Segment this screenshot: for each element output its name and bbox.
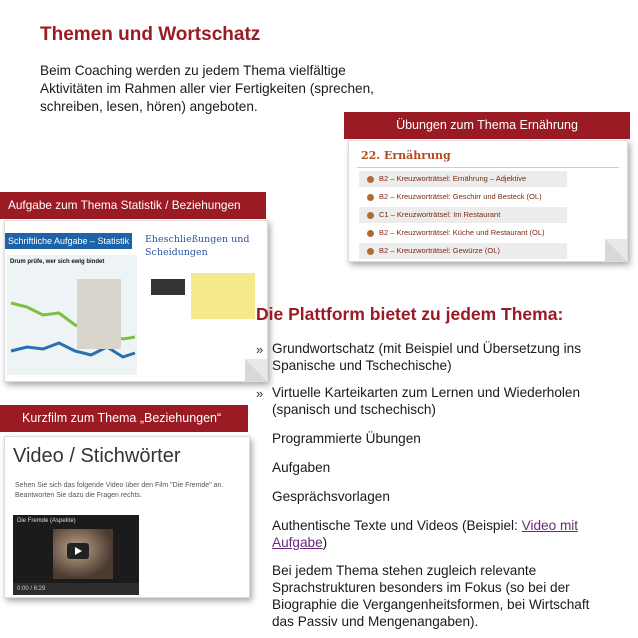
page-title: Themen und Wortschatz xyxy=(40,24,261,45)
list-item: Authentische Texte und Videos (Beispiel: Video mit Aufgabe) xyxy=(272,518,579,550)
ernaehrung-heading: 22. Ernährung xyxy=(361,149,451,162)
exercise-icon xyxy=(367,212,374,219)
video-description: Sehen Sie sich das folgende Video über den Film "Die Fremde" an. Beantworten Sie dazu die Fragen rechts. xyxy=(15,482,224,499)
banner-statistik: Aufgabe zum Thema Statistik / Beziehungen xyxy=(0,192,266,219)
statistik-heading: Eheschließungen und Scheidungen xyxy=(145,234,250,258)
bullet-icon: » xyxy=(256,342,264,357)
page-curl xyxy=(245,359,267,381)
video-screenshot xyxy=(4,436,250,598)
video-heading: Video / Stichwörter xyxy=(13,445,181,467)
exercise-icon xyxy=(367,248,374,255)
intro-text: Beim Coaching werden zu jedem Thema vielfältige Aktivitäten im Rahmen aller vier Fertigkeiten (sprechen, schreiben, lesen, hören) angeboten. xyxy=(40,63,374,114)
statistik-label: Schriftliche Aufgabe – Statistik xyxy=(5,233,132,249)
exercise-icon xyxy=(367,176,374,183)
exercise-icon xyxy=(367,194,374,201)
list-item: Gesprächsvorlagen xyxy=(272,489,390,504)
note-box xyxy=(191,273,255,319)
ernaehrung-screenshot xyxy=(348,140,628,262)
video-link[interactable]: Video mit Aufgabe xyxy=(272,518,579,550)
exercise-item[interactable]: B2 – Kreuzworträtsel: Ernährung – Adjektive xyxy=(359,171,567,187)
list-item: Grundwortschatz (mit Beispiel und Übersetzung ins Spanische und Tschechische) xyxy=(272,341,582,373)
video-player[interactable] xyxy=(13,515,139,595)
statistik-screenshot xyxy=(4,220,268,382)
chart-title: Drum prüfe, wer sich ewig bindet xyxy=(10,259,105,265)
page-curl xyxy=(605,239,627,261)
plattform-heading: Die Plattform bietet zu jedem Thema: xyxy=(256,304,564,324)
player-title: Die Fremde (Aspekte) xyxy=(17,518,76,524)
list-item: Bei jedem Thema stehen zugleich relevante Sprachstrukturen besonders im Fokus (so bei der Biographie die Vergangenheitsformen, bei Wirtschaft das Passiv und Mengenangaben). xyxy=(272,563,590,629)
exercise-item[interactable]: B2 – Kreuzworträtsel: Geschirr und Besteck (OL) xyxy=(367,189,542,205)
list-item: Aufgaben xyxy=(272,460,331,475)
info-box xyxy=(151,279,185,295)
list-item: Programmierte Übungen xyxy=(272,431,421,446)
bullet-icon: » xyxy=(256,386,264,401)
player-controls[interactable] xyxy=(13,583,139,595)
exercise-item[interactable]: B2 – Kreuzworträtsel: Küche und Restaurant (OL) xyxy=(367,225,545,241)
banner-ernaehrung: Übungen zum Thema Ernährung xyxy=(344,112,630,139)
exercise-item[interactable]: B2 – Kreuzworträtsel: Gewürze (OL) xyxy=(359,243,567,259)
exercise-item[interactable]: C1 – Kreuzworträtsel: Im Restaurant xyxy=(359,207,567,223)
divider xyxy=(357,167,619,168)
list-item: Virtuelle Karteikarten zum Lernen und Wiederholen (spanisch und tschechisch) xyxy=(272,385,581,417)
banner-kurzfilm: Kurzfilm zum Thema „Beziehungen“ xyxy=(0,405,248,432)
play-icon[interactable] xyxy=(67,543,89,559)
statistik-chart-image xyxy=(7,255,137,375)
exercise-icon xyxy=(367,230,374,237)
chart-graphic xyxy=(7,255,137,375)
player-time: 0:00 / 6:29 xyxy=(17,586,46,592)
